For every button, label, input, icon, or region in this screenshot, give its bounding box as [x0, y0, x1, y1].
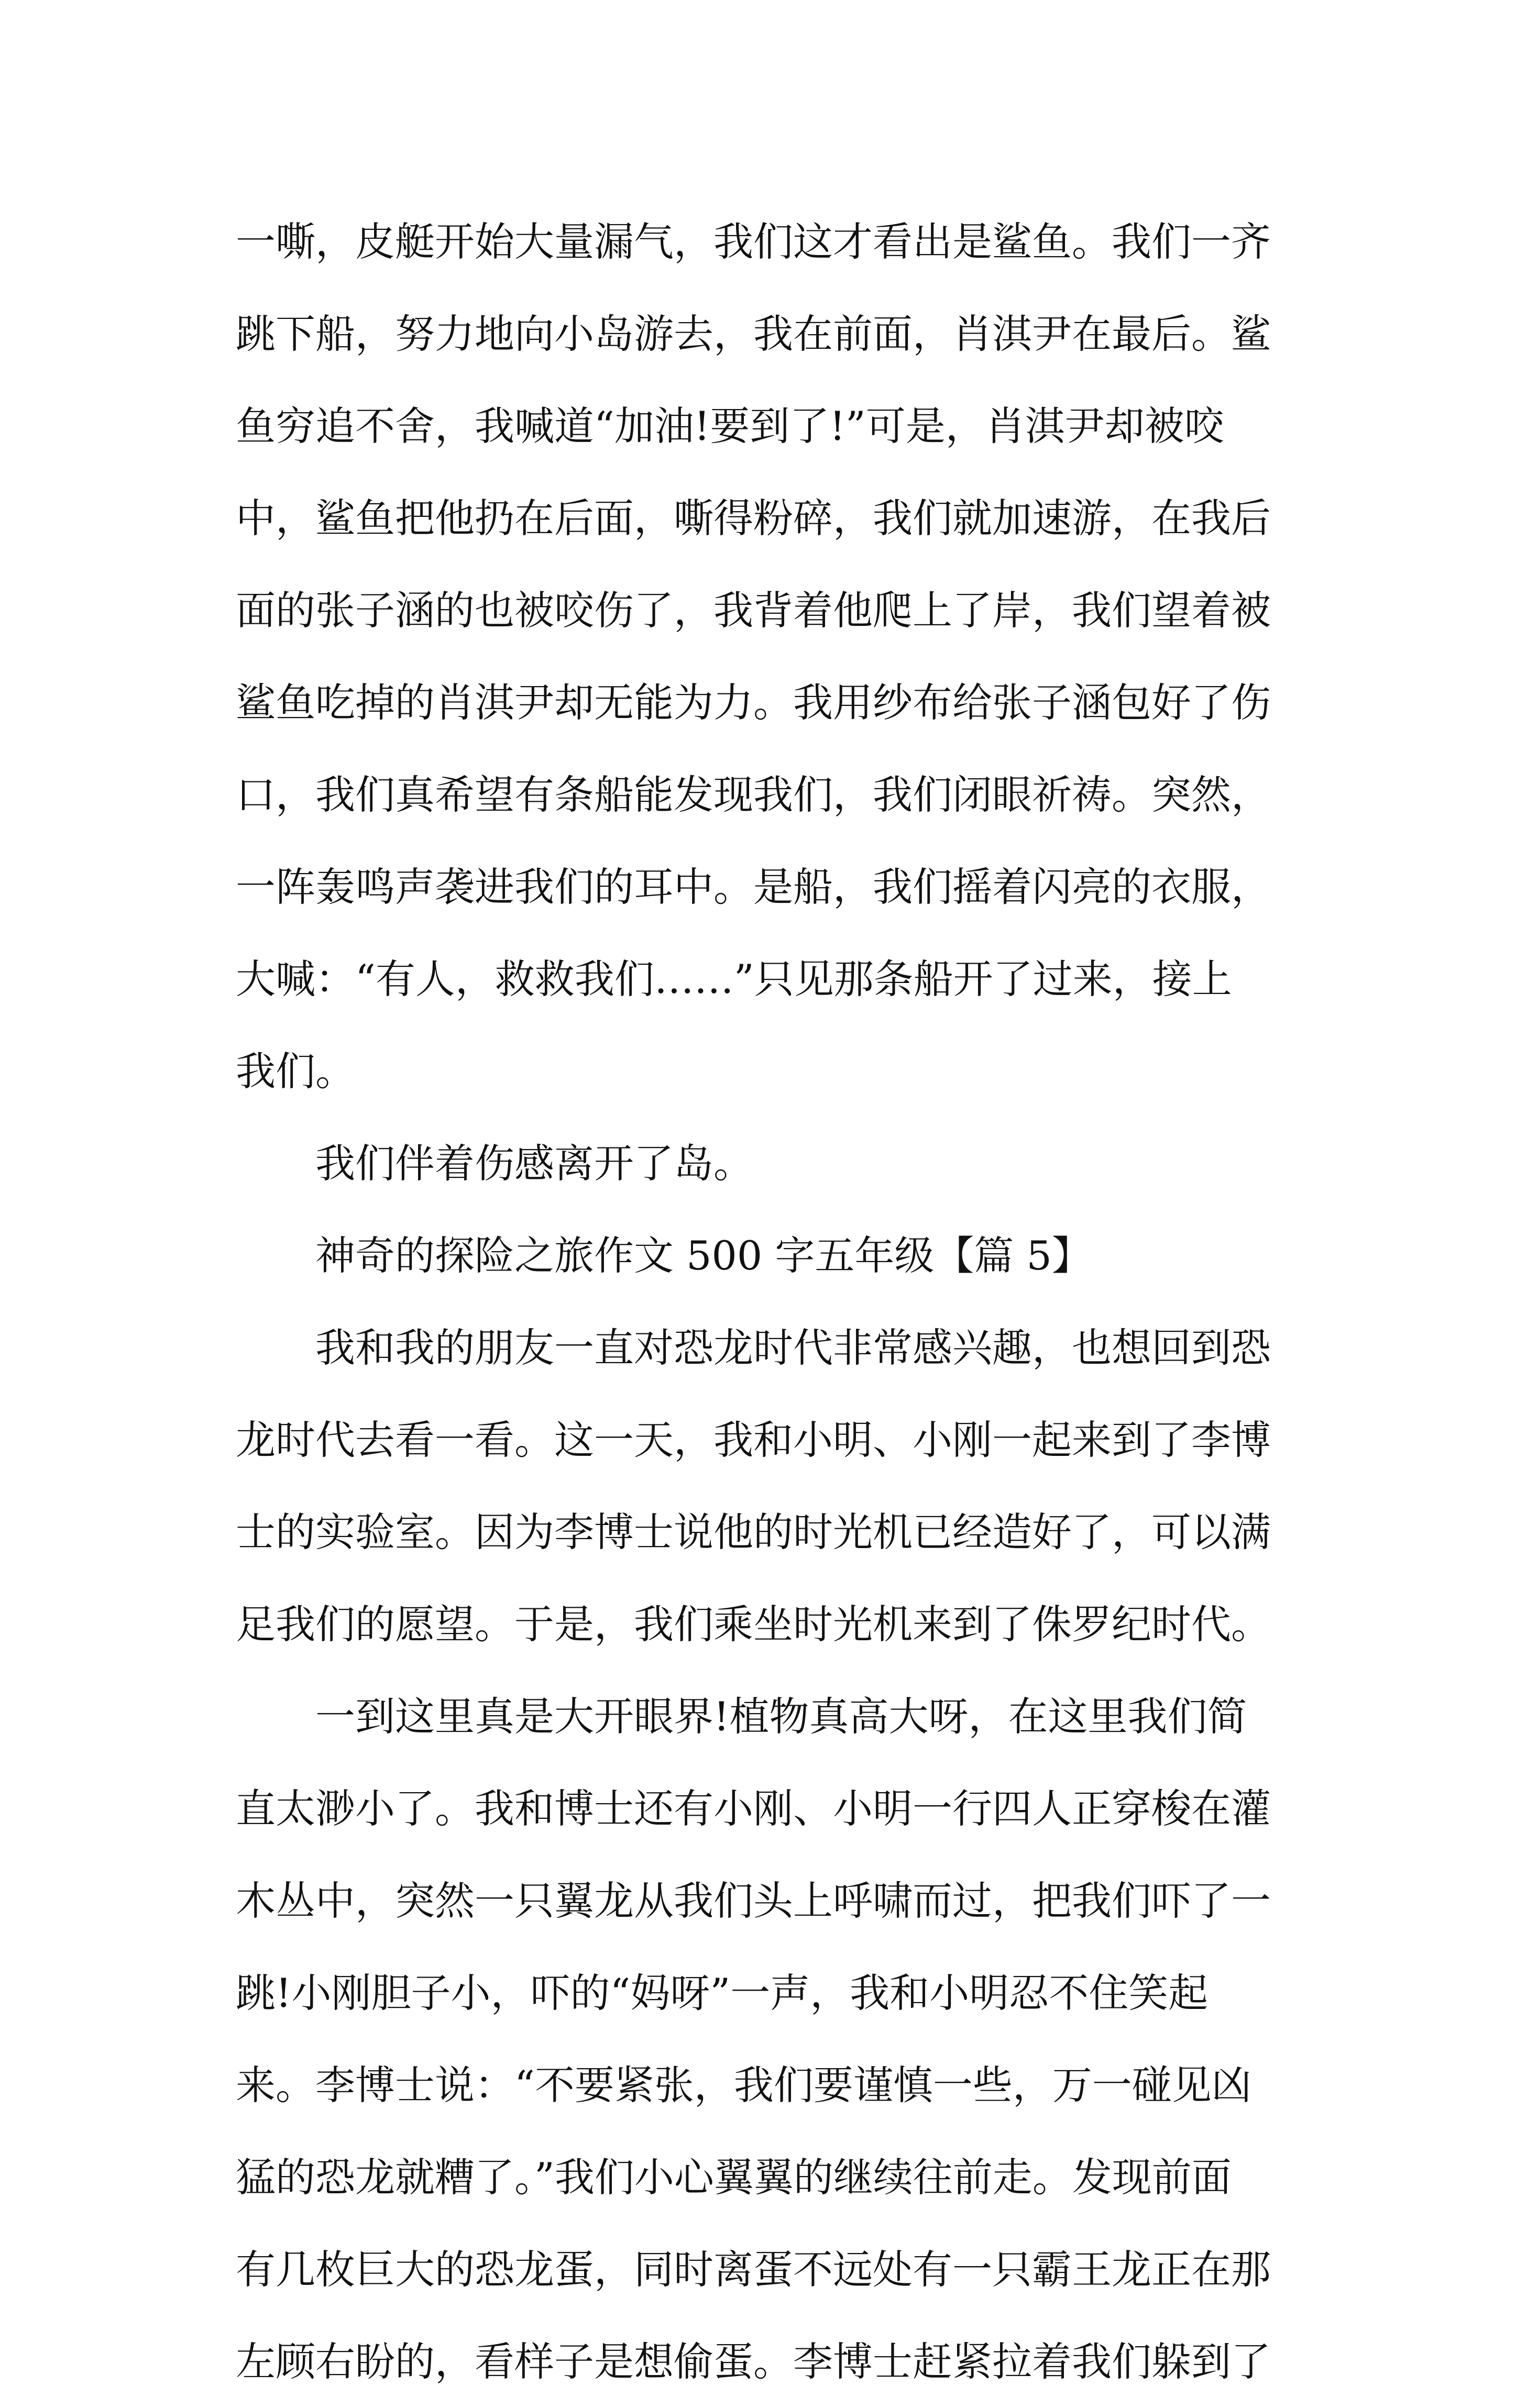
text-line: 一阵轰鸣声袭进我们的耳中。是船，我们摇着闪亮的衣服，	[236, 864, 1271, 910]
text-line: 中，鲨鱼把他扔在后面，嘶得粉碎，我们就加速游，在我后	[236, 495, 1271, 542]
section-heading	[236, 1210, 1299, 1302]
paragraph-1	[236, 196, 1299, 1118]
text-line: 一嘶，皮艇开始大量漏气，我们这才看出是鲨鱼。我们一齐	[236, 218, 1271, 265]
text-line: 直太渺小了。我和博士还有小刚、小明一行四人正穿梭在灌	[236, 1785, 1271, 1832]
text-line: 猛的恐龙就糟了。”我们小心翼翼的继续往前走。发现前面	[236, 2154, 1232, 2201]
text-line: 来。李博士说：“不要紧张，我们要谨慎一些，万一碰见凶	[236, 2062, 1251, 2108]
text-line: 跳下船，努力地向小岛游去，我在前面，肖淇尹在最后。鲨	[236, 311, 1271, 357]
text-line: 木丛中，突然一只翼龙从我们头上呼啸而过，把我们吓了一	[236, 1877, 1271, 1924]
text-line: 士的实验室。因为李博士说他的时光机已经造好了，可以满	[236, 1509, 1271, 1555]
text-line: 一到这里真是大开眼界!植物真高大呀，在这里我们简	[315, 1693, 1247, 1740]
text-line: 足我们的愿望。于是，我们乘坐时光机来到了侏罗纪时代。	[236, 1601, 1271, 1648]
text-line: 我们。	[236, 1048, 355, 1095]
text-line: 大喊：“有人，救救我们……”只见那条船开了过来，接上	[236, 956, 1232, 1002]
section-title: 神奇的探险之旅作文 500 字五年级【篇 5】	[315, 1232, 1092, 1279]
text-line: 鱼穷追不舍，我喊道“加油!要到了!”可是，肖淇尹却被咬	[236, 403, 1224, 449]
text-line: 左顾右盼的，看样子是想偷蛋。李博士赶紧拉着我们躲到了	[236, 2338, 1271, 2385]
paragraph-4	[236, 1671, 1299, 2408]
text-line: 有几枚巨大的恐龙蛋，同时离蛋不远处有一只霸王龙正在那	[236, 2246, 1271, 2293]
document-page	[236, 196, 1299, 2408]
text-line: 口，我们真希望有条船能发现我们，我们闭眼祈祷。突然，	[236, 771, 1271, 818]
text-line: 我们伴着伤感离开了岛。	[315, 1140, 753, 1187]
text-line: 我和我的朋友一直对恐龙时代非常感兴趣，也想回到恐	[315, 1324, 1271, 1371]
text-line: 面的张子涵的也被咬伤了，我背着他爬上了岸，我们望着被	[236, 587, 1271, 634]
paragraph-2	[236, 1118, 1299, 1210]
paragraph-3	[236, 1302, 1299, 1671]
text-line: 跳!小刚胆子小，吓的“妈呀”一声，我和小明忍不住笑起	[236, 1970, 1209, 2016]
text-line: 鲨鱼吃掉的肖淇尹却无能为力。我用纱布给张子涵包好了伤	[236, 679, 1271, 726]
text-line: 龙时代去看一看。这一天，我和小明、小刚一起来到了李博	[236, 1417, 1271, 1463]
